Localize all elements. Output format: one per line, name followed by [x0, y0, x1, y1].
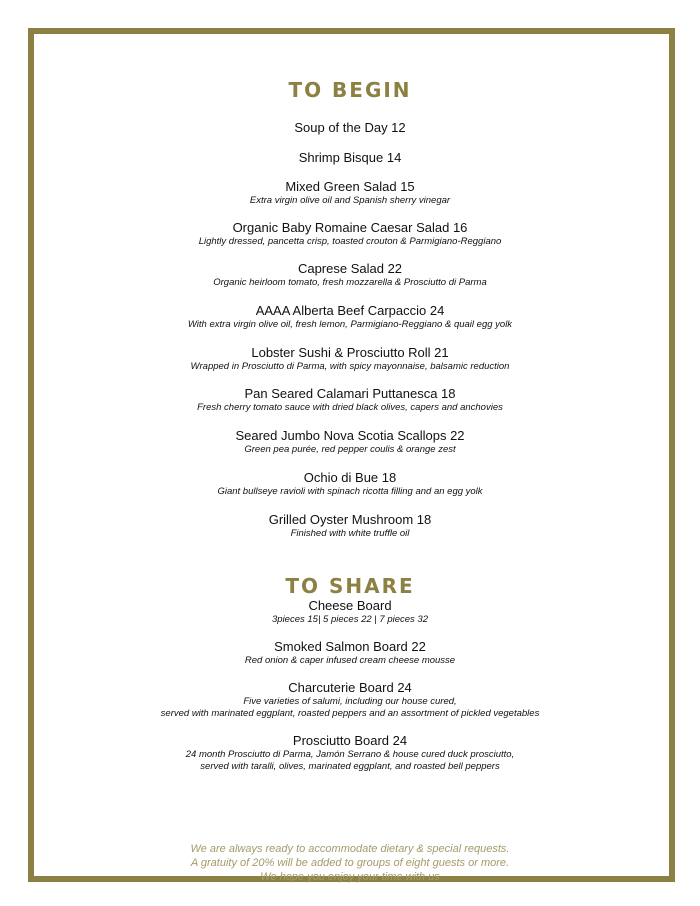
item-name: Lobster Sushi & Prosciutto Roll 21: [251, 345, 449, 360]
item-name: Prosciutto Board 24: [292, 733, 408, 748]
item-description: Fresh cherry tomato sauce with dried black olives, capers and anchovies: [197, 402, 503, 413]
item-description: Five varieties of salumi, including our house cured,: [243, 696, 457, 707]
menu-item: [0, 150, 700, 166]
menu-item: [0, 470, 700, 498]
menu-item: [0, 261, 700, 289]
item-description: 3pieces 15| 5 pieces 22 | 7 pieces 32: [272, 614, 428, 625]
menu-item: [0, 179, 700, 207]
item-name: Cheese Board: [308, 598, 392, 613]
item-description: served with taralli, olives, marinated eggplant, and roasted bell peppers: [200, 761, 500, 772]
item-name: Smoked Salmon Board 22: [274, 639, 426, 654]
menu-item: [0, 428, 700, 456]
item-name: AAAA Alberta Beef Carpaccio 24: [255, 303, 445, 318]
item-description: Finished with white truffle oil: [290, 528, 410, 539]
item-name: Seared Jumbo Nova Scotia Scallops 22: [235, 428, 465, 443]
item-description: Wrapped in Prosciutto di Parma, with spicy mayonnaise, balsamic reduction: [190, 361, 510, 372]
item-name: Ochio di Bue 18: [303, 470, 397, 485]
item-name: Shrimp Bisque 14: [298, 150, 402, 165]
item-name: Organic Baby Romaine Caesar Salad 16: [232, 220, 468, 235]
section-title-to-begin: TO BEGIN: [288, 78, 412, 102]
item-description: Extra virgin olive oil and Spanish sherry vinegar: [249, 195, 451, 206]
item-description: Green pea purée, red pepper coulis & orange zest: [244, 444, 456, 455]
item-description: With extra virgin olive oil, fresh lemon, Parmigiano-Reggiano & quail egg yolk: [187, 319, 513, 330]
item-name: Charcuterie Board 24: [288, 680, 412, 695]
item-description: Lightly dressed, pancetta crisp, toasted crouton & Parmigiano-Reggiano: [198, 236, 502, 247]
footer-line: We are always ready to accommodate dietary & special requests.: [190, 843, 510, 855]
menu-item: [0, 639, 700, 667]
menu-item: [0, 386, 700, 414]
menu-item: [0, 303, 700, 331]
menu-item: [0, 733, 700, 773]
menu-item: [0, 680, 700, 720]
section-title-to-share: TO SHARE: [285, 574, 415, 598]
item-name: Caprese Salad 22: [297, 261, 403, 276]
footer-line: We hope you enjoy your time with us: [260, 871, 440, 883]
menu-item: [0, 220, 700, 248]
item-name: Mixed Green Salad 15: [285, 179, 415, 194]
menu-item: [0, 512, 700, 540]
menu-item: [0, 345, 700, 373]
item-description: Giant bullseye ravioli with spinach ricotta filling and an egg yolk: [217, 486, 483, 497]
item-description: 24 month Prosciutto di Parma, Jamón Serrano & house cured duck prosciutto,: [185, 749, 515, 760]
menu-item: [0, 120, 700, 136]
item-description: Red onion & caper infused cream cheese mousse: [244, 655, 456, 666]
item-description: served with marinated eggplant, roasted peppers and an assortment of pickled vegetables: [160, 708, 540, 719]
item-name: Pan Seared Calamari Puttanesca 18: [244, 386, 456, 401]
footer-note: [0, 842, 700, 884]
menu-item: [0, 598, 700, 626]
item-name: Grilled Oyster Mushroom 18: [268, 512, 432, 527]
footer-line: A gratuity of 20% will be added to groups of eight guests or more.: [190, 857, 510, 869]
item-description: Organic heirloom tomato, fresh mozzarella & Prosciutto di Parma: [213, 277, 487, 288]
item-name: Soup of the Day 12: [294, 120, 406, 135]
